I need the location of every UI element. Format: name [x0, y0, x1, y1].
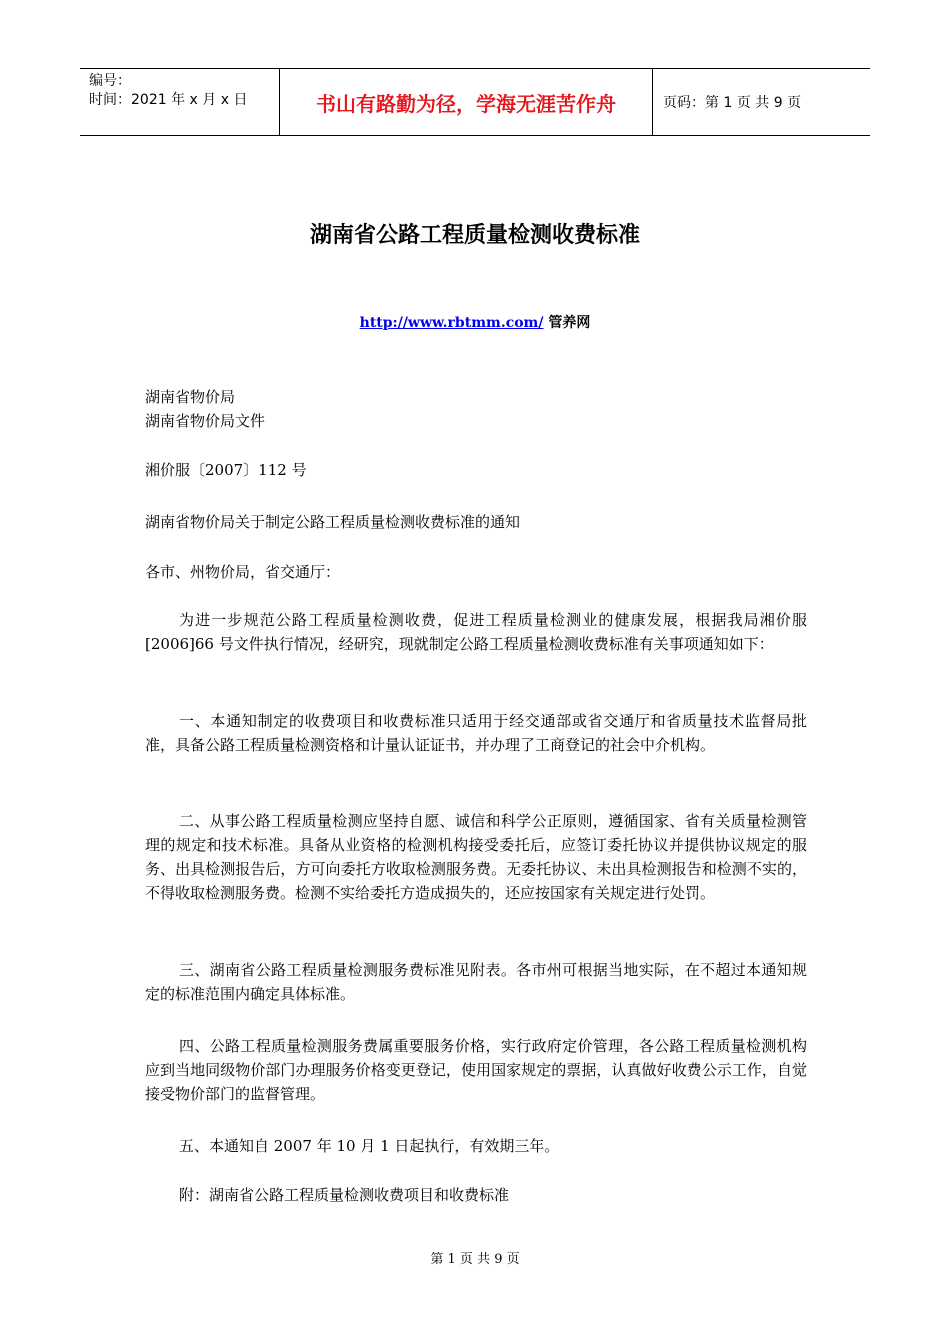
- source-line: [0, 312, 950, 332]
- item-3-paragraph: 三、湖南省公路工程质量检测服务费标准见附表。各市州可根据当地实际，在不超过本通知规定的标准范围内确定具体标准。: [145, 961, 807, 1003]
- number-label: 编号：: [89, 73, 131, 89]
- time-label: 时间：2021 年 x 月 x 日: [89, 92, 248, 108]
- header-meta: [80, 69, 280, 135]
- document-title: 湖南省公路工程质量检测收费标准: [309, 223, 640, 248]
- header-page-info: 页码：第 1 页 共 9 页: [663, 95, 802, 111]
- notice-title: 湖南省物价局关于制定公路工程质量检测收费标准的通知: [145, 513, 521, 531]
- issuer-line-2: 湖南省物价局文件: [145, 412, 266, 430]
- source-link[interactable]: http://www.rbtmm.com/: [359, 315, 544, 331]
- header-motto: 书山有路勤为径，学海无涯苦作舟: [280, 69, 653, 135]
- issuer-line-1: 湖南省物价局: [145, 388, 236, 406]
- page-footer: 第 1 页 共 9 页: [430, 1252, 520, 1267]
- item-2-paragraph: 二、从事公路工程质量检测应坚持自愿、诚信和科学公正原则，遵循国家、省有关质量检测管理的规定和技术标准。具备从业资格的检测机构接受委托后，应签订委托协议并提供协议规定的服务、出具检测报告后，方可向委托方收取检测服务费。无委托协议、未出具检测报告和检测不实的，不得收取检测服务费。检测不实给委托方造成损失的，还应按国家有关规定进行处罚。: [145, 812, 807, 902]
- intro-paragraph: 为进一步规范公路工程质量检测收费，促进工程质量检测业的健康发展，根据我局湘价服[2006]66 号文件执行情况，经研究，现就制定公路工程质量检测收费标准有关事项通知如下：: [145, 611, 807, 653]
- attachment-line: 附：湖南省公路工程质量检测收费项目和收费标准: [179, 1186, 510, 1204]
- source-name: 管养网: [543, 315, 591, 331]
- document-number: 湘价服〔2007〕112 号: [145, 461, 307, 479]
- addressee: 各市、州物价局，省交通厅：: [145, 563, 341, 581]
- item-4-paragraph: 四、公路工程质量检测服务费属重要服务价格，实行政府定价管理，各公路工程质量检测机构应到当地同级物价部门办理服务价格变更登记，使用国家规定的票据，认真做好收费公示工作，自觉接受物价部门的监督管理。: [145, 1037, 807, 1103]
- item-5-paragraph: 五、本通知自 2007 年 10 月 1 日起执行，有效期三年。: [179, 1137, 560, 1155]
- item-1-paragraph: 一、本通知制定的收费项目和收费标准只适用于经交通部或省交通厅和省质量技术监督局批准，具备公路工程质量检测资格和计量认证证书，并办理了工商登记的社会中介机构。: [145, 712, 807, 754]
- document-header: [80, 68, 870, 136]
